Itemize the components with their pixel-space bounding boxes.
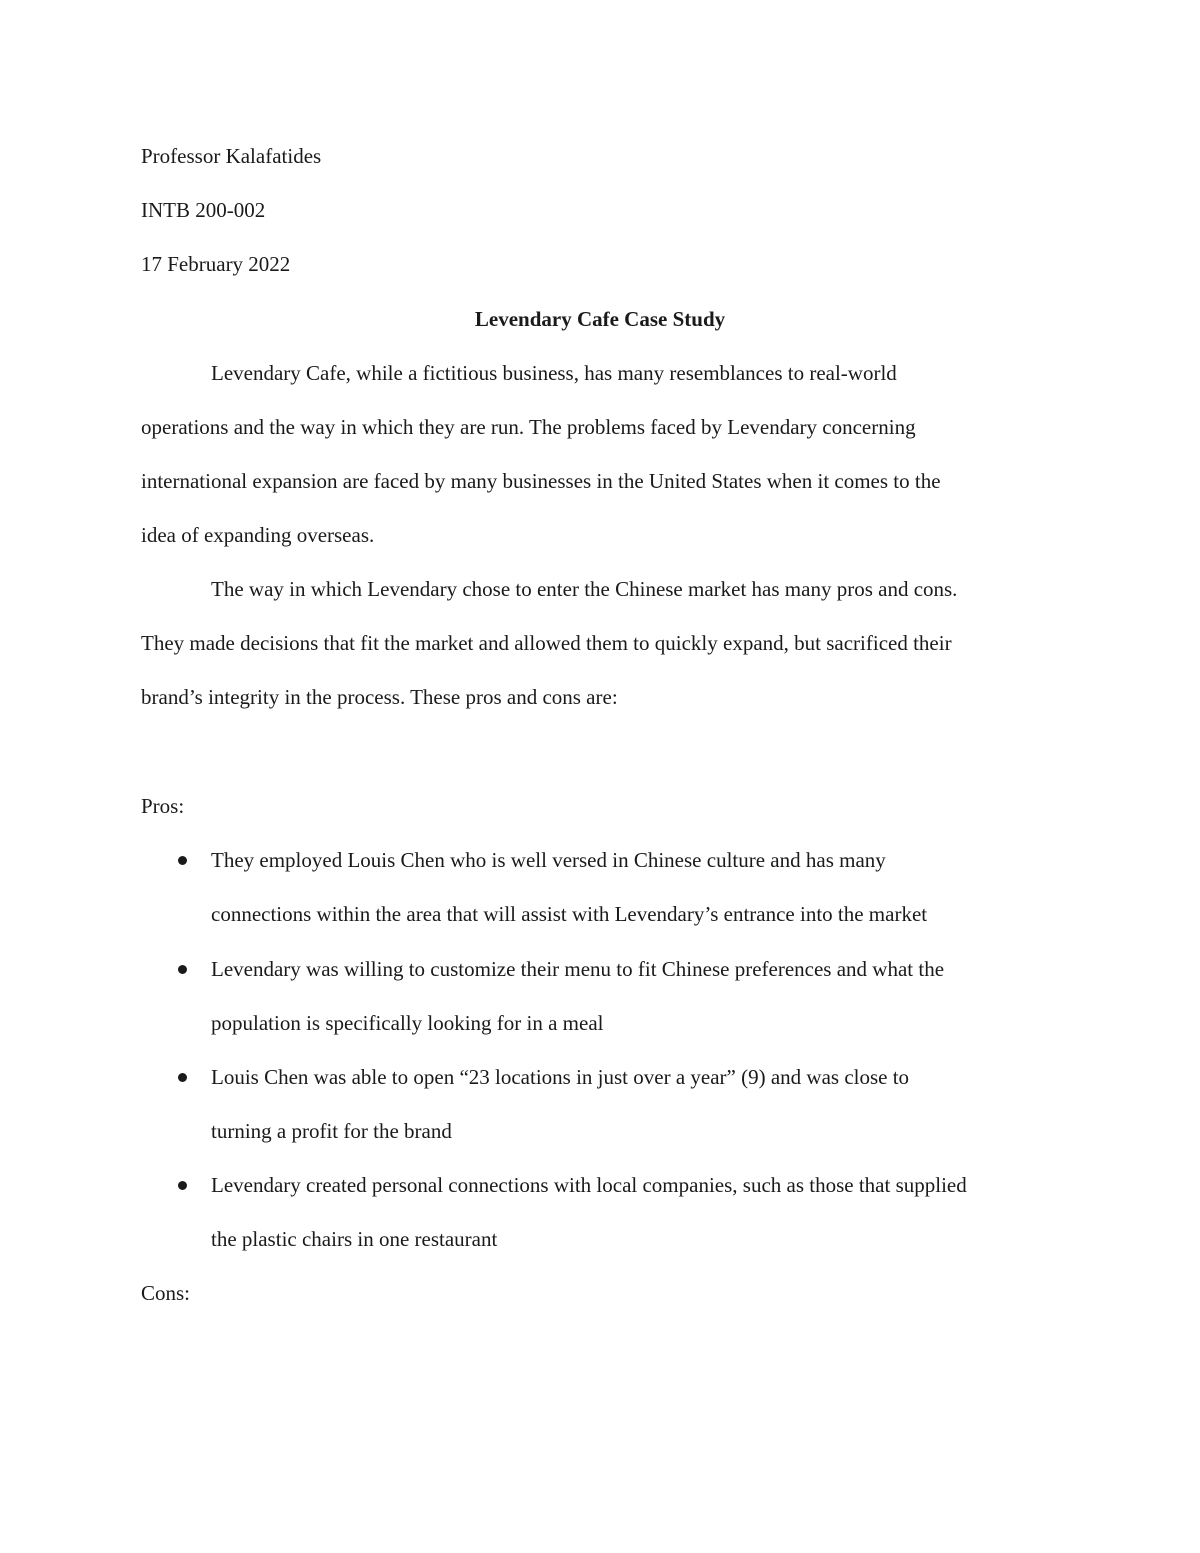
list-item-line: Louis Chen was able to open “23 locations in just over a year” (9) and was close to (211, 1065, 910, 1089)
paragraph-line: brand’s integrity in the process. These pros and cons are: (141, 685, 618, 709)
list-item-line: the plastic chairs in one restaurant (211, 1227, 498, 1251)
list-item-line: Levendary was willing to customize their menu to fit Chinese preferences and what the (211, 957, 945, 981)
paragraph-line: international expansion are faced by many businesses in the United States when it comes to the (141, 469, 941, 493)
paragraph-line: Levendary Cafe, while a fictitious business, has many resemblances to real-world (211, 361, 897, 385)
list-item-line: connections within the area that will assist with Levendary’s entrance into the market (211, 902, 928, 926)
paragraph-line: The way in which Levendary chose to enter the Chinese market has many pros and cons. (211, 577, 958, 601)
cons-heading: Cons: (141, 1281, 191, 1305)
course-code: INTB 200-002 (141, 198, 266, 222)
bullet-icon (178, 965, 187, 974)
document-date: 17 February 2022 (141, 252, 291, 276)
list-item-line: They employed Louis Chen who is well versed in Chinese culture and has many (211, 848, 886, 872)
bullet-icon (178, 856, 187, 865)
pros-heading: Pros: (141, 794, 185, 818)
list-item-line: Levendary created personal connections with local companies, such as those that supplied (211, 1173, 967, 1197)
paragraph-line: idea of expanding overseas. (141, 523, 375, 547)
bullet-icon (178, 1073, 187, 1082)
bullet-icon (178, 1181, 187, 1190)
document-title: Levendary Cafe Case Study (474, 307, 726, 331)
paragraph-line: They made decisions that fit the market and allowed them to quickly expand, but sacrificed their (141, 631, 952, 655)
paragraph-line: operations and the way in which they are run. The problems faced by Levendary concerning (141, 415, 916, 439)
list-item-line: turning a profit for the brand (211, 1119, 452, 1143)
professor-name: Professor Kalafatides (141, 144, 322, 168)
list-item-line: population is specifically looking for in a meal (211, 1011, 604, 1035)
